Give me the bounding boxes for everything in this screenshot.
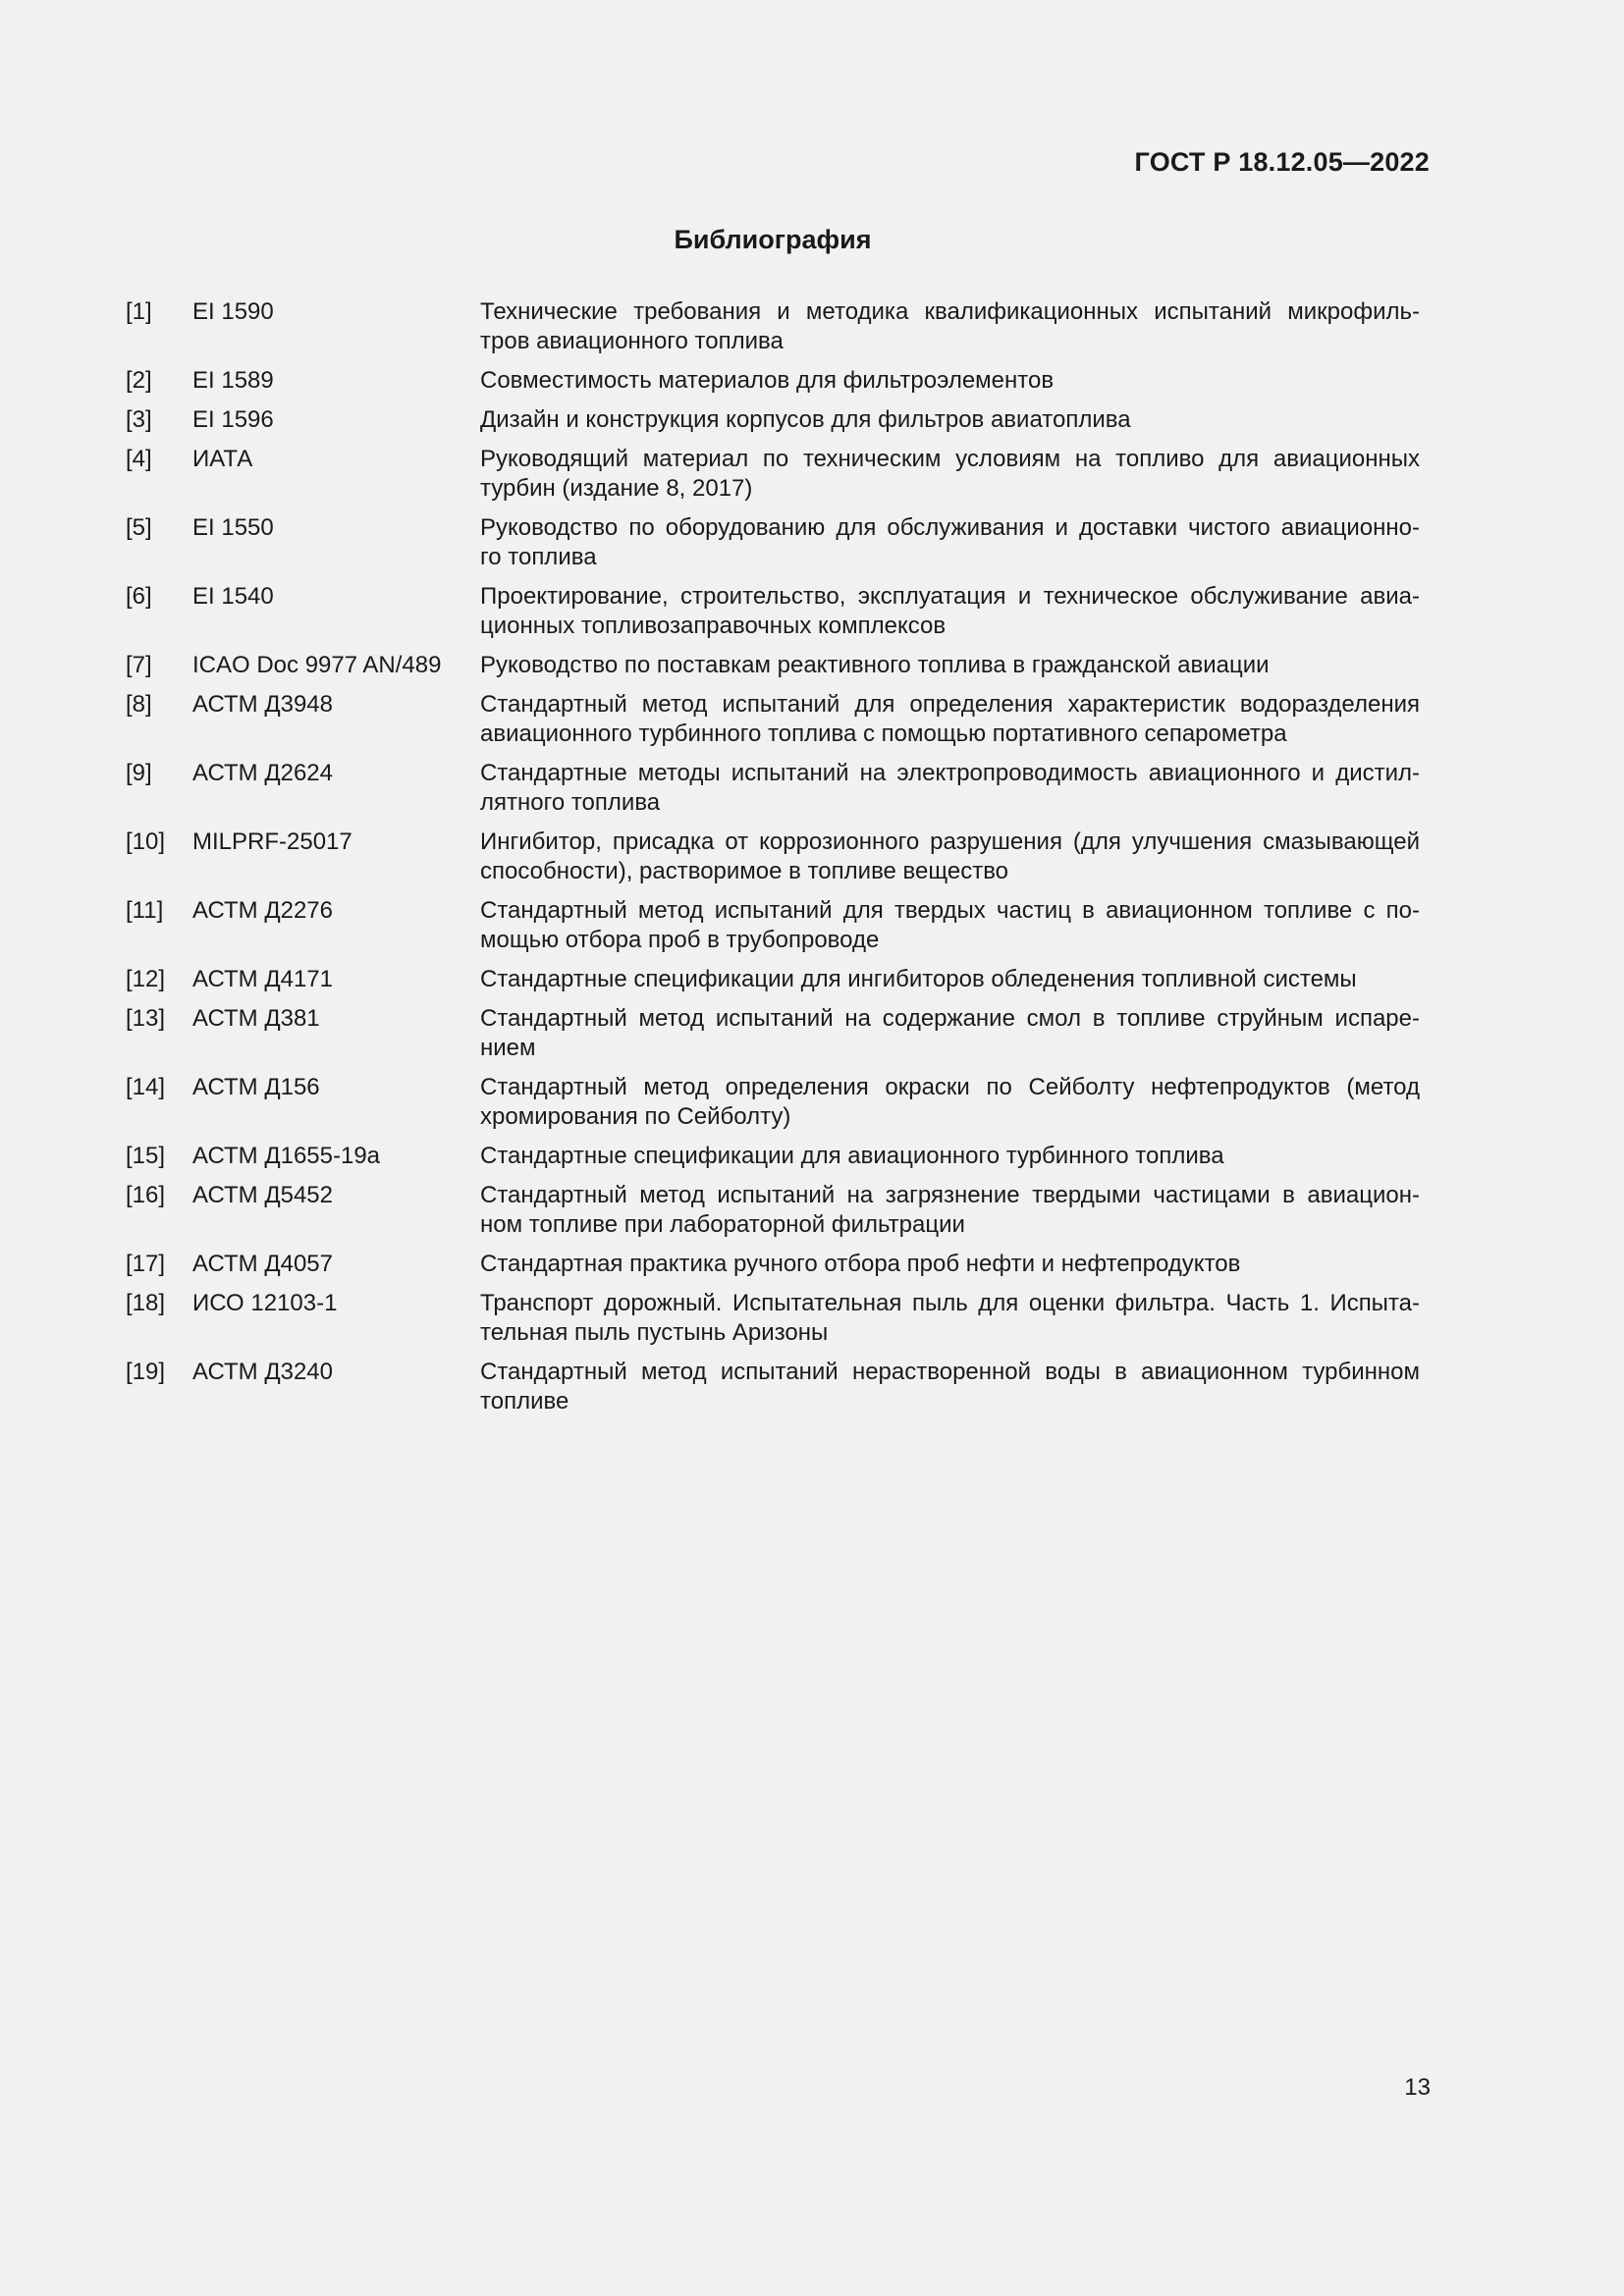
entry-title — [480, 1358, 1420, 1416]
entry-number: [6] — [126, 583, 152, 610]
entry-title — [480, 513, 1420, 572]
entry-standard-code: EI 1590 — [192, 298, 274, 325]
entry-standard-code: АСТМ Д5452 — [192, 1182, 333, 1208]
bibliography-entry — [126, 1073, 1420, 1132]
entry-title-line: Стандартные методы испытаний на электропроводимость авиационного и дистил- — [480, 760, 1420, 786]
entry-title-line: Ингибитор, присадка от коррозионного разрушения (для улучшения смазывающей — [480, 828, 1420, 855]
entry-title — [480, 759, 1420, 818]
entry-title-line: лятного топлива — [480, 789, 661, 816]
bibliography-entry — [126, 405, 1420, 435]
entry-standard-code: АСТМ Д2276 — [192, 897, 333, 924]
bibliography-entry — [126, 690, 1420, 749]
entry-title — [480, 1073, 1420, 1132]
entry-title-line: хромирования по Сейболту) — [480, 1103, 791, 1130]
entry-standard-code: EI 1540 — [192, 583, 274, 610]
entry-title — [480, 690, 1420, 749]
bibliography-entry — [126, 1358, 1420, 1416]
bibliography-entry — [126, 513, 1420, 572]
page-number: 13 — [1404, 2074, 1431, 2101]
entry-standard-code: АСТМ Д156 — [192, 1074, 320, 1100]
entry-title — [480, 582, 1420, 641]
bibliography-entry — [126, 828, 1420, 886]
entry-number: [4] — [126, 446, 152, 472]
entry-standard-code: АСТМ Д4171 — [192, 966, 333, 992]
entry-title — [480, 965, 1420, 994]
bibliography-entry — [126, 445, 1420, 504]
entry-title-line: турбин (издание 8, 2017) — [480, 475, 753, 502]
entry-title — [480, 651, 1420, 680]
bibliography-entry — [126, 297, 1420, 356]
entry-number: [3] — [126, 406, 152, 433]
bibliography-entry — [126, 896, 1420, 955]
entry-title — [480, 297, 1420, 356]
entry-standard-code: EI 1596 — [192, 406, 274, 433]
entry-title-line: авиационного турбинного топлива с помощью портативного сепарометра — [480, 721, 1287, 747]
bibliography-entry — [126, 1004, 1420, 1063]
entry-title — [480, 1142, 1420, 1171]
entry-title — [480, 366, 1420, 396]
entry-title — [480, 1289, 1420, 1348]
entry-title-line: Стандартный метод испытаний на загрязнение твердыми частицами в авиацион- — [480, 1182, 1420, 1208]
entry-title-line: тров авиационного топлива — [480, 328, 784, 354]
entry-title-line: Стандартные спецификации для ингибиторов обледенения топливной системы — [480, 966, 1357, 992]
entry-number: [5] — [126, 514, 152, 541]
entry-number: [10] — [126, 828, 166, 855]
entry-title-line: Совместимость материалов для фильтроэлементов — [480, 367, 1055, 394]
entry-title-line: Стандартная практика ручного отбора проб нефти и нефтепродуктов — [480, 1251, 1241, 1277]
entry-title-line: Стандартные спецификации для авиационного турбинного топлива — [480, 1143, 1224, 1169]
document-code: ГОСТ Р 18.12.05—2022 — [1134, 147, 1430, 177]
bibliography-entry — [126, 759, 1420, 818]
entry-title-line: Стандартный метод испытаний нерастворенной воды в авиационном турбинном — [480, 1359, 1420, 1385]
entry-standard-code: АСТМ Д4057 — [192, 1251, 333, 1277]
entry-title-line: ном топливе при лабораторной фильтрации — [480, 1211, 965, 1238]
entry-title-line: нием — [480, 1035, 536, 1061]
entry-title-line: Стандартный метод испытаний на содержание смол в топливе струйным испаре- — [480, 1005, 1420, 1032]
entry-standard-code: АСТМ Д3948 — [192, 691, 333, 718]
entry-standard-code: ИАТА — [192, 446, 253, 472]
entry-title-line: Стандартный метод испытаний для твердых частиц в авиационном топливе с по- — [480, 897, 1420, 924]
entry-number: [7] — [126, 652, 152, 678]
entry-number: [8] — [126, 691, 152, 718]
entry-title-line: Проектирование, строительство, эксплуатация и техническое обслуживание авиа- — [480, 583, 1420, 610]
entry-title — [480, 828, 1420, 886]
entry-title — [480, 896, 1420, 955]
entry-title-line: Руководящий материал по техническим условиям на топливо для авиационных — [480, 446, 1420, 472]
entry-title-line: Руководство по оборудованию для обслуживания и доставки чистого авиационно- — [480, 514, 1420, 541]
entry-number: [12] — [126, 966, 166, 992]
entry-title — [480, 1250, 1420, 1279]
entry-title-line: Транспорт дорожный. Испытательная пыль для оценки фильтра. Часть 1. Испыта- — [480, 1290, 1420, 1316]
entry-number: [11] — [126, 897, 164, 924]
bibliography-entry — [126, 1289, 1420, 1348]
entry-title — [480, 445, 1420, 504]
entry-standard-code: АСТМ Д2624 — [192, 760, 333, 786]
entry-number: [13] — [126, 1005, 166, 1032]
entry-number: [15] — [126, 1143, 166, 1169]
bibliography-list — [126, 297, 1420, 1426]
entry-title-line: го топлива — [480, 544, 597, 570]
entry-number: [17] — [126, 1251, 166, 1277]
entry-number: [18] — [126, 1290, 166, 1316]
entry-standard-code: АСТМ Д1655-19а — [192, 1143, 381, 1169]
entry-number: [2] — [126, 367, 152, 394]
entry-title — [480, 1181, 1420, 1240]
entry-title-line: топливе — [480, 1388, 569, 1415]
entry-number: [1] — [126, 298, 152, 325]
bibliography-entry — [126, 1181, 1420, 1240]
entry-standard-code: ICAO Doc 9977 AN/489 — [192, 652, 442, 678]
bibliography-entry — [126, 651, 1420, 680]
entry-standard-code: ИСО 12103-1 — [192, 1290, 338, 1316]
entry-title-line: ционных топливозаправочных комплексов — [480, 613, 947, 639]
entry-standard-code: АСТМ Д3240 — [192, 1359, 333, 1385]
section-title: Библиография — [674, 225, 872, 254]
entry-title-line: мощью отбора проб в трубопроводе — [480, 927, 880, 953]
bibliography-entry — [126, 366, 1420, 396]
entry-title-line: способности), растворимое в топливе вещество — [480, 858, 1009, 884]
entry-title-line: Технические требования и методика квалификационных испытаний микрофиль- — [480, 298, 1420, 325]
entry-standard-code: EI 1550 — [192, 514, 274, 541]
entry-title — [480, 1004, 1420, 1063]
bibliography-entry — [126, 582, 1420, 641]
bibliography-entry — [126, 1250, 1420, 1279]
bibliography-entry — [126, 1142, 1420, 1171]
entry-title-line: Дизайн и конструкция корпусов для фильтров авиатоплива — [480, 406, 1131, 433]
entry-title-line: Стандартный метод испытаний для определения характеристик водоразделения — [480, 691, 1420, 718]
entry-standard-code: EI 1589 — [192, 367, 274, 394]
entry-number: [16] — [126, 1182, 166, 1208]
entry-title-line: тельная пыль пустынь Аризоны — [480, 1319, 829, 1346]
entry-number: [19] — [126, 1359, 166, 1385]
entry-standard-code: АСТМ Д381 — [192, 1005, 320, 1032]
bibliography-entry — [126, 965, 1420, 994]
entry-standard-code: MILPRF-25017 — [192, 828, 352, 855]
entry-number: [14] — [126, 1074, 166, 1100]
entry-title-line: Стандартный метод определения окраски по Сейболту нефтепродуктов (метод — [480, 1074, 1420, 1100]
entry-title-line: Руководство по поставкам реактивного топлива в гражданской авиации — [480, 652, 1270, 678]
entry-title — [480, 405, 1420, 435]
entry-number: [9] — [126, 760, 152, 786]
